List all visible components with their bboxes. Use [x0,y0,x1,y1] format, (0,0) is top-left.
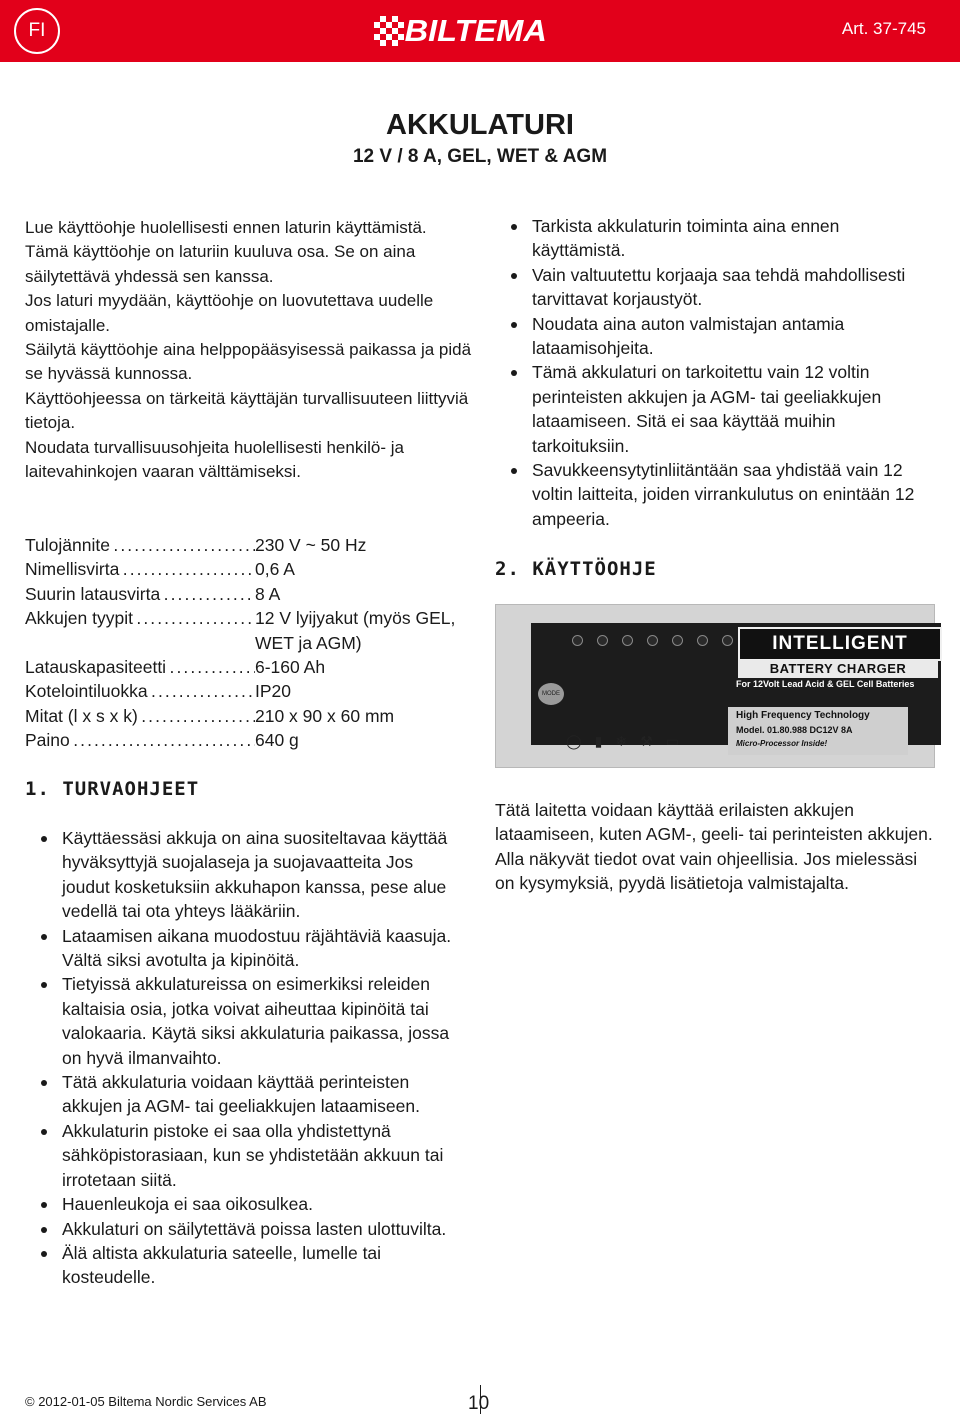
led-icon [722,635,733,646]
header-bar [0,0,960,62]
car-icon: ▮ [594,733,603,749]
list-item: Tämä akkulaturi on tarkoitettu vain 12 voltin perinteisten akkujen ja AGM- tai geeliakkujen lataamiseen. Sitä ei saa käyttää muihin tarkoituksiin. [495,360,925,458]
safety-list [25,826,455,1290]
intro-text [25,216,477,484]
intelligent-badge: INTELLIGENT [738,627,942,661]
spec-table [25,533,475,753]
list-item: Tarkista akkulaturin toiminta aina ennen käyttämistä. [495,214,925,263]
list-item: Noudata aina auton valmistajan antamia lataamisohjeita. [495,312,925,361]
wrench-icon: ⚒ [640,733,653,749]
list-item: Tätä akkulaturia voidaan käyttää perinteisten akkujen ja AGM- tai geeliakkujen lataamiseen. [25,1070,455,1119]
battery-types-label: For 12Volt Lead Acid & GEL Cell Batteries [736,679,915,689]
list-item: Lataamisen aikana muodostuu räjähtäviä kaasuja. Vältä siksi avotulta ja kipinöitä. [25,924,455,973]
snowflake-icon: ❄ [615,733,628,749]
list-item: Akkulaturin pistoke ei saa olla yhdistettynä sähköpistorasiaan, kun se yhdistetään akkuun tai irrotetaan siitä. [25,1119,455,1192]
charge-mode-icons [566,733,679,750]
footer-copyright: © 2012-01-05 Biltema Nordic Services AB [25,1394,267,1409]
section-heading-safety: 1. TURVAOHJEET [25,778,200,800]
intro-line: Lue käyttöohje huolellisesti ennen laturin käyttämistä. [25,218,427,237]
device-spec-label [728,707,908,755]
section-heading-usage: 2. KÄYTTÖOHJE [495,558,657,580]
battery-icon: ▭ [665,733,679,749]
list-item: Hauenleukoja ei saa oikosulkea. [25,1192,455,1216]
language-badge: FI [14,8,60,54]
list-item: Tietyissä akkulatureissa on esimerkiksi releiden kaltaisia osia, jotka voivat aiheuttaa kipinöitä tai valokaaria. Käytä siksi akkulaturia paikassa, jossa on hyvä ilmanvaihto. [25,972,455,1070]
led-icon [572,635,583,646]
freq-label: High Frequency Technology [736,710,870,721]
page-number: 10 [468,1393,490,1414]
led-icon [697,635,708,646]
brand-wordmark: BILTEMA [404,13,547,48]
spec-row: Tulojännite . . . 230 V ~ 50 Hz [25,533,475,557]
mode-button-icon: MODE [538,683,564,705]
spec-row: Mitat (l x s x k) . . . 210 x 90 x 60 mm [25,704,475,728]
spec-row: Nimellisvirta . . . 0,6 A [25,557,475,581]
document-title: AKKULATURI [386,109,574,141]
spec-row: Akkujen tyypit . . . 12 V lyijyakut (myös GEL, WET ja AGM) [25,606,475,655]
motorcycle-icon: ◯ [566,733,582,749]
led-icon [672,635,683,646]
intro-line: Noudata turvallisuusohjeita huolellisesti henkilö- ja laitevahinkojen vaaran välttämiseksi. [25,437,404,482]
charger-photo [495,604,935,768]
list-item: Savukkeensytytinliitäntään saa yhdistää vain 12 voltin laitteita, joiden virrankulutus on enintään 12 ampeeria. [495,458,925,531]
intro-line: Käyttöohjeessa on tärkeitä käyttäjän turvallisuuteen liittyviä tietoja. [25,388,469,433]
safety-list-continued [495,214,925,531]
list-item: Vain valtuutettu korjaaja saa tehdä mahdollisesti tarvittavat korjaustyöt. [495,263,925,312]
usage-paragraph: Tätä laitetta voidaan käyttää erilaisten akkujen lataamiseen, kuten AGM-, geeli- tai perinteisten akkujen. Alla näkyvät tiedot ovat vain ohjeellisia. Jos mielessäsi on kysymyksiä, pyydä lisätietoja valmistajalta. [495,800,933,894]
battery-charger-badge: BATTERY CHARGER [738,660,938,678]
list-item: Akkulaturi on säilytettävä poissa lasten ulottuvilta. [25,1217,455,1241]
led-icon [597,635,608,646]
brand-logo [374,13,547,48]
micro-label: Micro-Processor Inside! [736,739,828,748]
spec-row: Suurin latausvirta . . . 8 A [25,582,475,606]
article-number: Art. 37-745 [841,19,926,38]
model-label: Model. 01.80.988 DC12V 8A [736,725,853,735]
spec-row: Kotelointiluokka . . . IP20 [25,679,475,703]
list-item: Käyttäessäsi akkuja on aina suositeltavaa käyttää hyväksyttyjä suojalaseja ja suojavaatteita Jos joudut kosketuksiin akkuhapon kanssa, pese alue vedellä tai ota yhteys lääkäriin. [25,826,455,924]
spec-row: Paino . . . 640 g [25,728,475,752]
led-icon [647,635,658,646]
spec-row: Latauskapasiteetti . . . 6-160 Ah [25,655,475,679]
led-icon [622,635,633,646]
intro-line: Jos laturi myydään, käyttöohje on luovutettava uudelle omistajalle. [25,291,434,335]
document-subtitle: 12 V / 8 A, GEL, WET & AGM [352,146,608,167]
checker-flag-icon [374,16,404,46]
intro-line: Säilytä käyttöohje aina helppopääsyisessä paikassa ja pidä se hyvässä kunnossa. [25,340,472,384]
list-item: Älä altista akkulaturia sateelle, lumelle tai kosteudelle. [25,1241,455,1290]
led-indicators [572,635,733,646]
intro-line: Tämä käyttöohje on laturiin kuuluva osa. Se on aina säilytettävä yhdessä sen kanssa. [25,242,416,286]
